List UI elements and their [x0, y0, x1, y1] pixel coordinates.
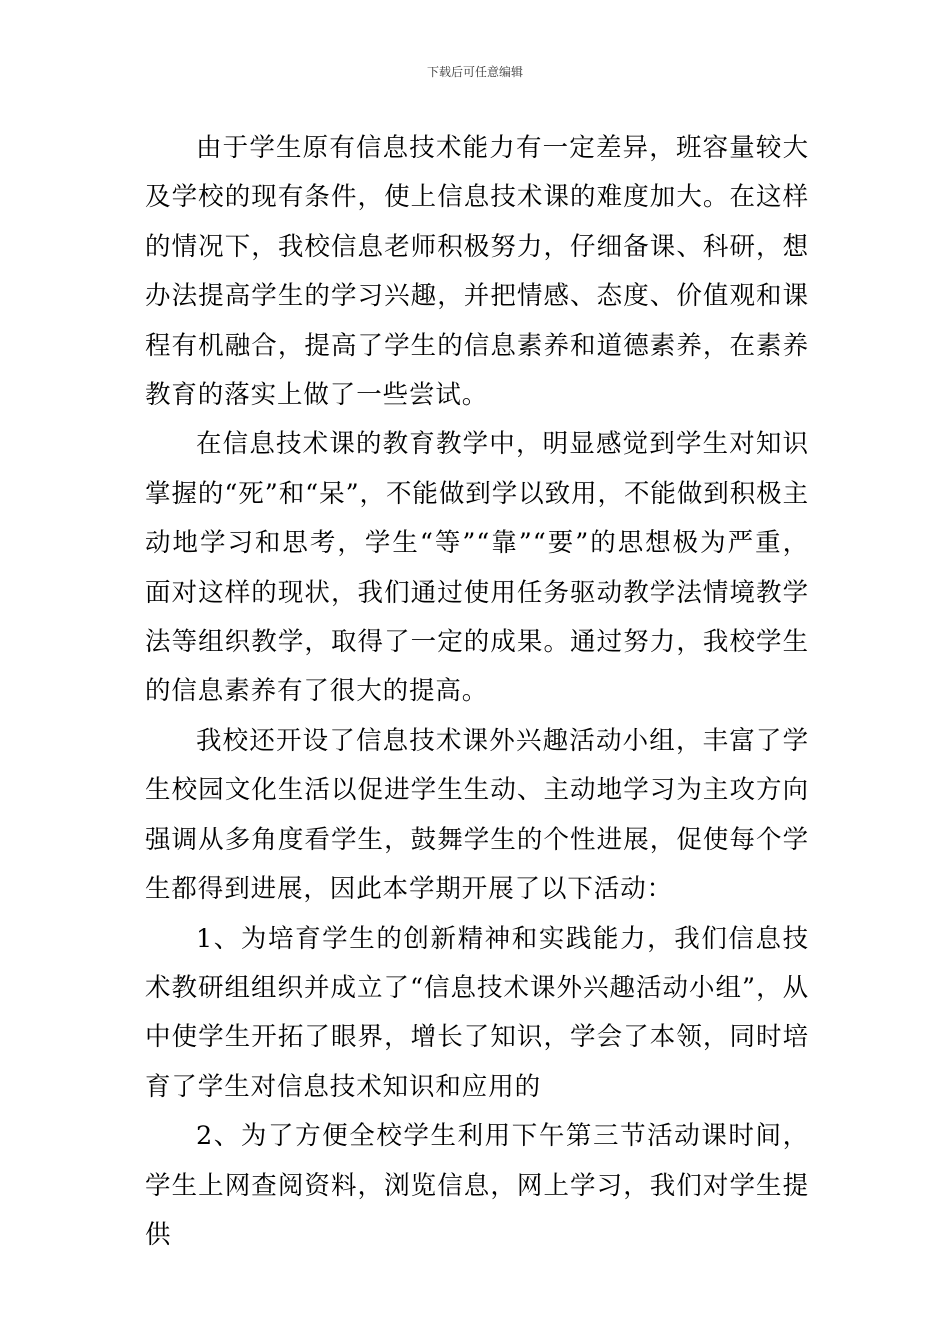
paragraph-1: 由于学生原有信息技术能力有一定差异，班容量较大及学校的现有条件，使上信息技术课的难度加大。在这样的情况下，我校信息老师积极努力，仔细备课、科研，想办法提高学生的学习兴趣，并把情感、态度、价值观和课程有机融合，提高了学生的信息素养和道德素养，在素养教育的落实上做了一些尝试。 [145, 133, 809, 411]
paragraph-3: 我校还开设了信息技术课外兴趣活动小组，丰富了学生校园文化生活以促进学生生动、主动地学习为主攻方向强调从多角度看学生，鼓舞学生的个性进展，促使每个学生都得到进展，因此本学期开展了以下活动： [145, 725, 809, 905]
document-body [145, 124, 809, 1260]
page-header-note: 下载后可任意编辑 [426, 65, 523, 79]
paragraph-4: 1、为培育学生的创新精神和实践能力，我们信息技术教研组组织并成立了“信息技术课外兴趣活动小组”，从中使学生开拓了眼界，增长了知识，学会了本领，同时培育了学生对信息技术知识和应用的 [145, 923, 809, 1102]
paragraph-5: 2、为了方便全校学生利用下午第三节活动课时间，学生上网查阅资料，浏览信息，网上学习，我们对学生提供 [145, 1121, 809, 1250]
paragraph-2: 在信息技术课的教育教学中，明显感觉到学生对知识掌握的“死”和“呆”，不能做到学以致用，不能做到积极主动地学习和思考，学生“等”“靠”“要”的思想极为严重，面对这样的现状，我们通过使用任务驱动教学法情境教学法等组织教学，取得了一定的成果。通过努力，我校学生的信息素养有了很大的提高。 [145, 429, 809, 707]
